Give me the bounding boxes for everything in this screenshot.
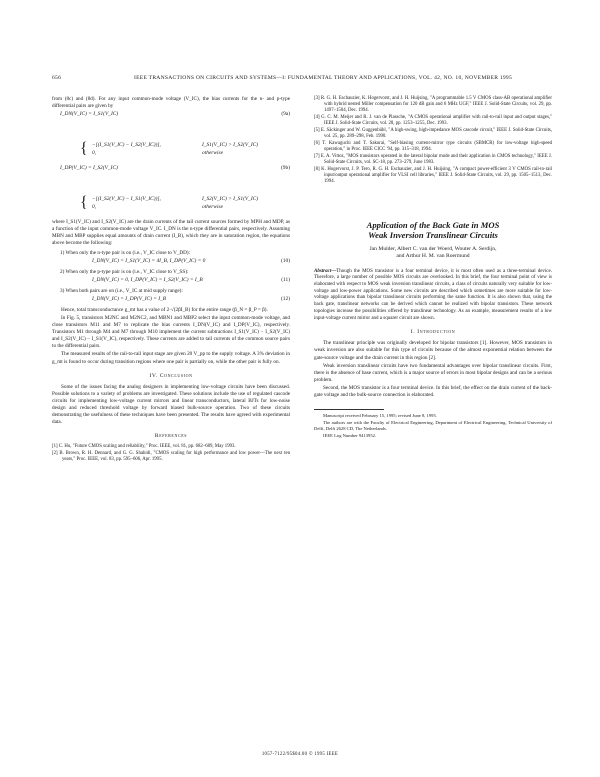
equation-lhs: I_DP(V_IC) = I_S2(V_IC) (60, 165, 118, 172)
paragraph-intro-2: Weak inversion translinear circuits have two fundamental advantages over bipolar translinear circuits. First, there is the absence of base current, which is a major source of errors in most bipolar designs and can be a serious problem. (314, 362, 552, 383)
case-2-label: 2) When only the p-type pair is on (i.e., V_IC close to V_SS): (60, 268, 189, 275)
reference-list-left (52, 444, 290, 463)
equation-11 (52, 277, 290, 285)
equation-condition: I_S2(V_IC) > I_S1(V_IC) (202, 196, 259, 203)
paragraph-bias-intro: from (8c) and (8d). For any input common-mode voltage (V_IC), the bias currents for the n- and p-type differential pairs are given by (52, 96, 290, 110)
reference-item: [7] E. A. Vittoz, "MOS transistors operated in the lateral bipolar mode and their application in CMOS technology," IEEE J. Solid-State Circuits, vol. SC-18, pp. 273–279, June 1983. (314, 153, 552, 166)
abstract (314, 269, 552, 323)
equation-case: −[(I_S2(V_IC) − I_S1(V_IC))], (92, 196, 161, 203)
footnote-received: Manuscript received February 15, 1995; revised June 8, 1995. (323, 413, 437, 419)
section-heading-references: References (154, 433, 188, 440)
paragraph-intro-3: Second, the MOS transistor is a four terminal device. In this brief, the effect on the drain current of the back-gate voltage and the bulk-source connection is elaborated. (314, 384, 552, 399)
reference-item: [5] E. Säckinger and W. Guggenbühl, "A high-swing, high-impedance MOS cascode circuit," IEEE J. Solid-State Circuits, vol. 25, pp. 289–298, Feb. 1990. (314, 128, 552, 140)
paragraph-tail-currents: where I_S1(V_IC) and I_S2(V_IC) are the drain currents of the tail current sources formed by MPH and MDP, as a function of the input common-mode voltage V_IC. I_DN is the n-type differential pairs, respectively. Assuming MBN and MBP supplies equal amounts of drain current (I_B), which they are in saturation region, the equations above become the following: (52, 219, 290, 247)
reference-item: [6] T. Kawaguchi and T. Sakurai, "Self-biasing current-mirror type circuits (SBMCR) for low-voltage high-speed operation," in Proc. IEEE CICC '94, pp. 315–318, 1994. (314, 140, 552, 153)
footnote-rule (314, 409, 384, 410)
abstract-label: Abstract— (314, 268, 337, 274)
brace-symbol: { (80, 140, 88, 158)
brace-symbol: { (80, 194, 88, 212)
footnote-affiliation: The authors are with the Faculty of Electrical Engineering, Department of Electrical Engineering, Technical University of Delft, Delft 2628 CD, The Netherlands. (314, 420, 552, 432)
section-heading-introduction: I. Introduction (410, 329, 456, 336)
equation-12 (52, 296, 290, 304)
equation-body: I_DN(V_IC) = 0, I_DP(V_IC) = I_S2(V_IC) = I_B (92, 276, 203, 283)
authors-line-2: and Arthur H. M. van Roermund (396, 253, 470, 260)
article-title-line-2: Weak Inversion Translinear Circuits (368, 229, 498, 240)
section-heading-conclusion: IV. Conclusion (149, 372, 193, 379)
page-number: 656 (52, 75, 62, 81)
case-3-label: 3) When both pairs are on (i.e., V_IC at mid supply range): (60, 287, 183, 294)
equation-number: (10) (281, 257, 290, 264)
reference-item: [3] R. G. H. Eschauzier, K. Hogervorst, and J. H. Huijsing, "A programmable 1.5 V CMOS class-AB operational amplifier with hybrid nested Miller compensation for 120 dB gain and 6 MHz UGF," IEEE J. Solid-State Circuits, vol. 29, pp. 1497–1504, Dec. 1994. (314, 96, 552, 114)
paragraph-conclusion: Some of the issues facing the analog designers in implementing low-voltage circuits have been discussed. Possible solutions to a variety of problems are investigated. These solutions include the use of regulated cascode circuits for implementing low-voltage current mirrors and linear transconductors, lateral BJTs for low-noise design and reduced threshold voltage by forward biased bulk-source operation. Two of these circuits demonstrating the usefulness of these techniques have been presented. The results have agreed with experimental data. (52, 383, 290, 426)
equation-body: I_DN(V_IC) = I_DP(V_IC) = I_B (92, 295, 167, 302)
authors-line-1: Jan Mulder, Albert C. van der Woerd, Wouter A. Serdijn, (369, 245, 497, 252)
equation-number: (12) (281, 295, 290, 302)
equation-case: 0, (92, 150, 97, 157)
equation-9a-cases (52, 138, 290, 162)
paragraph-transconductance: Hence, total transconductance g_mt has a value of 2·√(2βI_B) for the entire range (β_N = β_P = β). (61, 306, 268, 313)
reference-item: [1] C. Hu, "Future CMOS scaling and reliability," Proc. IEEE, vol. 81, pp. 682–689, May 1993. (52, 444, 236, 450)
equation-condition: otherwise (202, 150, 223, 157)
equation-lhs: I_DN(V_IC) = I_S1(V_IC) (60, 111, 119, 118)
abstract-text: Though the MOS transistor is a four terminal device, it is most often used as a three-terminal device. Therefore, a large number of possible MOS circuits are overlooked. In this brief, the four terminal point of view is elaborated with respect to MOS weak inversion translinear circuits, a class of circuits naturally very suitable for low-voltage and low-power applications. Some new circuits are described which sometimes are more suitable for low-voltage applications than bipolar translinear circuits performing the same function. It is also shown that, using the back gate, translinear networks can be derived which cannot be realized with bipolar transistors. These network topologies increase the possibilities offered by translinear technology. As an example, measurement results of a low input-voltage current mirror and a squarer circuit are shown. (314, 268, 552, 321)
equation-condition: I_S1(V_IC) > I_S2(V_IC) (202, 142, 259, 149)
article-authors (314, 246, 552, 261)
equation-9b-cases (52, 192, 290, 216)
right-column (314, 96, 552, 440)
equation-body: I_DN(V_IC) = I_S1(V_IC) = 4I_B, I_DP(V_IC) = 0 (92, 257, 206, 264)
equation-number: (11) (281, 276, 290, 283)
equation-number: (9a) (281, 111, 290, 118)
article-title-line-1: Application of the Back Gate in MOS (366, 219, 500, 230)
equation-case: −[(I_S1(V_IC) − I_S2(V_IC))], (92, 142, 161, 149)
footnote-log-number: IEEE Log Number 9413952. (323, 433, 377, 439)
reference-item: [2] B. Brown, R. H. Dennard, and G. G. Shahidi, "CMOS scaling for high performance and low power—The next ten years," Proc. IEEE, vol. 83, pp. 595–606, Apr. 1995. (52, 451, 290, 463)
equation-9b (52, 165, 290, 189)
spacer (314, 186, 552, 220)
footnotes (314, 413, 552, 439)
paragraph-measured: The measured results of the rail-to-rail input stage are given 20 V_pp to the supply voltage. A 3% deviation in g_mt is found to occur during transition regions where one pair is partially on, while the other pair is fully on. (52, 351, 290, 365)
equation-9a (52, 111, 290, 135)
equation-10 (52, 258, 290, 266)
running-header (52, 75, 548, 85)
reference-item: [8] K. Hogervorst, J. P. Tero, R. G. H. Eschauzier, and J. H. Huijsing, "A compact power-efficient 3 V CMOS rail-to-rail input/output operational amplifier for VLSI cell libraries," IEEE J. Solid-State Circuits, vol. 29, pp. 1505–1513, Dec. 1994. (314, 166, 552, 185)
paragraph-fig5: In Fig. 5, transistors M2NC and M2NC2, and MBN1 and MBP2 select the input common-mode voltage, and close transistors M11 and M7 to replicate the bias currents I_DN(V_IC) and I_DP(V_IC), respectively. Transistors M1 through M4 and M7 through M10 implement the current subtractions I_S1(V_IC) − I_S2(V_IC) and I_S2(V_IC) − I_S1(V_IC), respectively. These currents are added to tail currents of the common source pairs to the differential pairs. (52, 314, 290, 350)
equation-case: 0, (92, 204, 97, 211)
reference-item: [4] G. C. M. Meijer and R. J. van de Plassche, "A CMOS operational amplifier with rail-to-rail input and output stages," IEEE J. Solid-State Circuits, vol. 28, pp. 1253–1255, Dec. 1993. (314, 115, 552, 127)
reference-list-right (314, 96, 552, 185)
case-1-label: 1) When only the n-type pair is on (i.e., V_IC close to V_DD): (60, 249, 191, 256)
equation-condition: otherwise (202, 204, 223, 211)
equation-number: (9b) (281, 165, 290, 172)
journal-title: IEEE TRANSACTIONS ON CIRCUITS AND SYSTEMS—I: FUNDAMENTAL THEORY AND APPLICATIONS, VOL. 42, NO. 10, NOVEMBER 1995 (134, 75, 513, 81)
left-column (52, 96, 290, 464)
copyright-footer: 1057-7122/95$04.00 © 1995 IEEE (261, 752, 339, 757)
paragraph-intro-1: The translinear principle was originally developed for bipolar transistors [1]. However, MOS transistors in weak inversion are also suitable for this type of circuits because of the almost exponential relation between the gate-source voltage and the drain current in this region [2]. (314, 340, 552, 361)
